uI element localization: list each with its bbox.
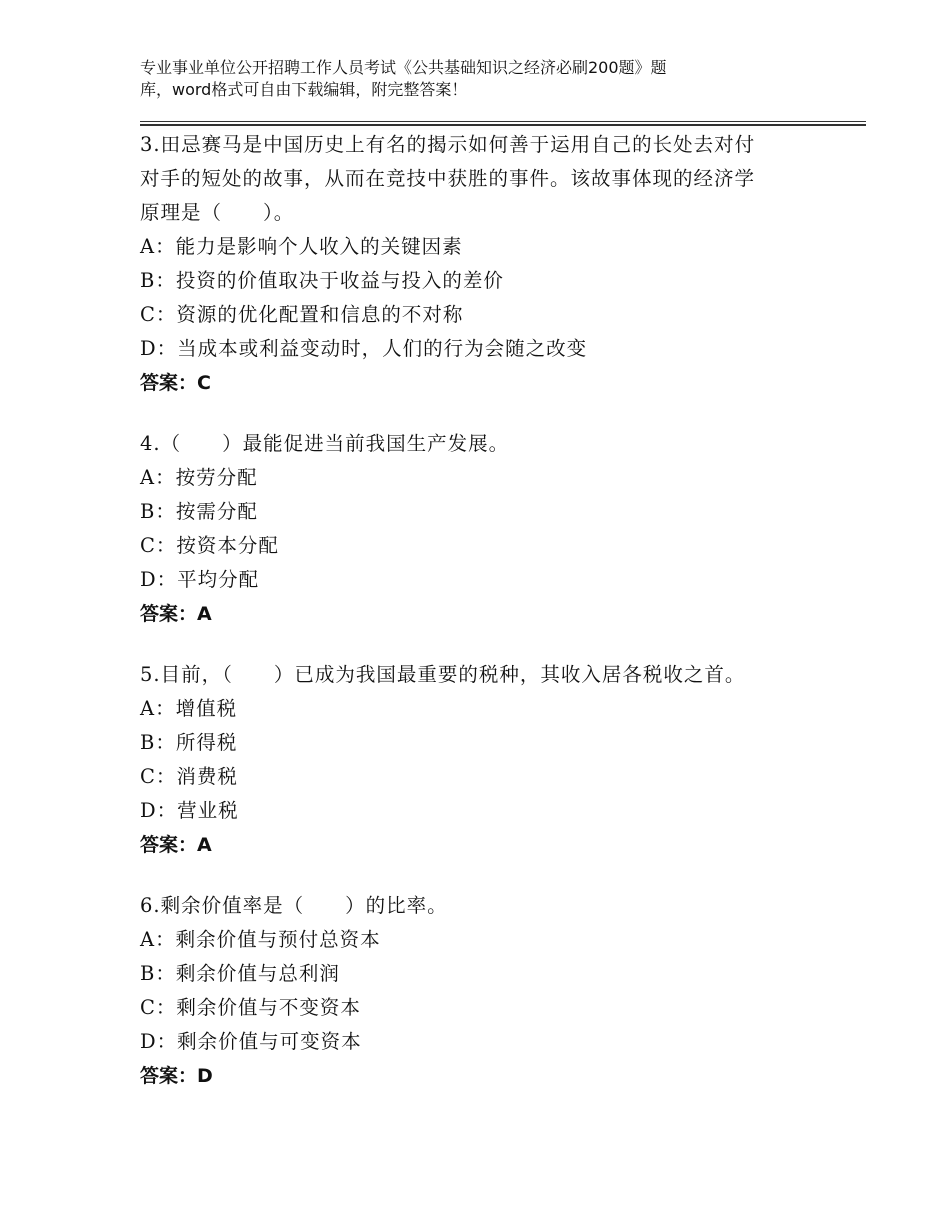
header-line-1: 专业事业单位公开招聘工作人员考试《公共基础知识之经济必刷200题》题	[140, 58, 667, 77]
question-3	[140, 128, 860, 400]
option-d: D：平均分配	[140, 568, 260, 591]
option-a: A：按劳分配	[140, 466, 258, 489]
option-a: A：增值税	[140, 697, 238, 720]
question-text-line: 对手的短处的故事，从而在竞技中获胜的事件。该故事体现的经济学	[140, 167, 756, 190]
option-c: C：剩余价值与不变资本	[140, 996, 361, 1019]
header-line-2: 库，word格式可自由下载编辑，附完整答案！	[140, 80, 468, 99]
option-c: C：资源的优化配置和信息的不对称	[140, 303, 464, 326]
question-text-line: 4.（ ）最能促进当前我国生产发展。	[140, 432, 510, 455]
header-divider-thick	[140, 124, 866, 126]
question-list	[140, 128, 860, 1093]
header-divider-thin	[140, 121, 866, 122]
option-d: D：剩余价值与可变资本	[140, 1030, 362, 1053]
option-b: B：按需分配	[140, 500, 258, 523]
option-c: C：按资本分配	[140, 534, 279, 557]
question-text-line: 3.田忌赛马是中国历史上有名的揭示如何善于运用自己的长处去对付	[140, 133, 756, 156]
answer-label: 答案：C	[140, 372, 211, 394]
option-b: B：所得税	[140, 731, 238, 754]
question-4	[140, 427, 860, 631]
answer-label: 答案：A	[140, 603, 212, 625]
question-text-line: 6.剩余价值率是（ ）的比率。	[140, 894, 448, 917]
option-d: D：当成本或利益变动时，人们的行为会随之改变	[140, 337, 588, 360]
option-b: B：剩余价值与总利润	[140, 962, 340, 985]
option-a: A：剩余价值与预付总资本	[140, 928, 381, 951]
answer-label: 答案：D	[140, 1065, 213, 1087]
question-text-line: 原理是（ ）。	[140, 201, 295, 224]
question-5	[140, 658, 860, 862]
question-text-line: 5.目前，（ ）已成为我国最重要的税种，其收入居各税收之首。	[140, 663, 746, 686]
option-d: D：营业税	[140, 799, 239, 822]
option-c: C：消费税	[140, 765, 238, 788]
option-a: A：能力是影响个人收入的关键因素	[140, 235, 463, 258]
document-header	[140, 57, 780, 101]
answer-label: 答案：A	[140, 834, 212, 856]
question-6	[140, 889, 860, 1093]
option-b: B：投资的价值取决于收益与投入的差价	[140, 269, 504, 292]
